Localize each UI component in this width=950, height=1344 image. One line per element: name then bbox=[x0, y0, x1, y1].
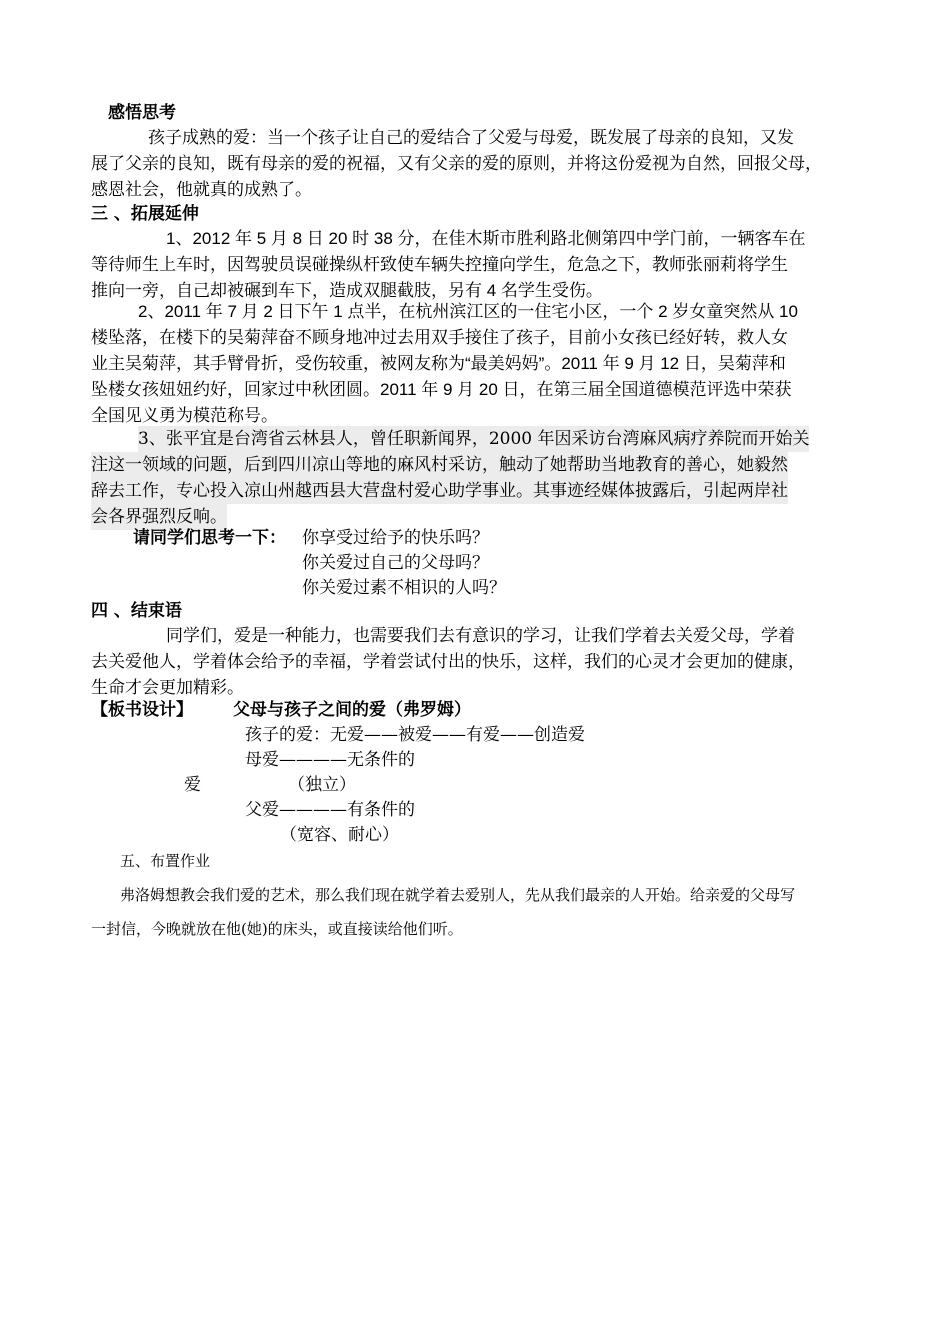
item3-line-2: 注这一领域的问题，后到四川凉山等地的麻风村采访，触动了她帮助当地教育的善心，她毅然 bbox=[91, 452, 788, 478]
item3-line-4: 会各界强烈反响。 bbox=[91, 504, 227, 530]
item2-line-4: 坠楼女孩妞妞约好，回家过中秋团圆。2011 年 9 月 20 日，在第三届全国道德模范评选中荣获 bbox=[91, 380, 792, 399]
item1-line-1: 1、2012 年 5 月 8 日 20 时 38 分，在佳木斯市胜利路北侧第四中学门前，一辆客车在 bbox=[166, 229, 806, 248]
board-child-love: 孩子的爱：无爱——被爱——有爱——创造爱 bbox=[245, 725, 585, 745]
item3-line-3: 辞去工作，专心投入凉山州越西县大营盘村爱心助学事业。其事迹经媒体披露后，引起两岸社 bbox=[91, 478, 788, 504]
section3-heading: 三 、拓展延伸 bbox=[91, 204, 199, 224]
board-independent: （独立） bbox=[288, 775, 356, 795]
item2-line-3: 业主吴菊萍，其手臂骨折，受伤较重，被网友称为“最美妈妈”。2011 年 9 月 12 日，吴菊萍和 bbox=[91, 354, 786, 373]
item2-line-5: 全国见义勇为模范称号。 bbox=[91, 406, 278, 425]
item2-line-1: 2、2011 年 7 月 2 日下午 1 点半，在杭州滨江区的一住宅小区，一个 2 岁女童突然从 10 bbox=[138, 302, 798, 321]
question-3: 你关爱过素不相识的人吗？ bbox=[302, 578, 506, 598]
board-tolerance: （宽容、耐心） bbox=[280, 825, 399, 845]
question-1: 你享受过给予的快乐吗？ bbox=[302, 528, 489, 548]
homework-line-2: 一封信，今晚就放在他(她)的床头，或直接读给他们听。 bbox=[91, 920, 463, 938]
closing-line-1: 同学们，爱是一种能力，也需要我们去有意识的学习，让我们学着去关爱父母，学着 bbox=[166, 626, 795, 646]
item1-line-2: 等待师生上车时，因驾驶员误碰操纵杆致使车辆失控撞向学生，危急之下，教师张丽莉将学生 bbox=[91, 255, 788, 274]
closing-line-3: 生命才会更加精彩。 bbox=[91, 678, 244, 698]
question-2: 你关爱过自己的父母吗？ bbox=[302, 553, 489, 573]
board-label: 【板书设计】 bbox=[91, 700, 193, 720]
reflection-line-1: 孩子成熟的爱：当一个孩子让自己的爱结合了父爱与母爱，既发展了母亲的良知，又发 bbox=[148, 128, 794, 148]
board-father-love: 父爱————有条件的 bbox=[245, 800, 415, 820]
section5-heading: 五、布置作业 bbox=[120, 852, 211, 870]
item1-line-3: 推向一旁，自己却被碾到车下，造成双腿截肢，另有 4 名学生受伤。 bbox=[91, 281, 603, 300]
item2-line-2: 楼坠落，在楼下的吴菊萍奋不顾身地冲过去用双手接住了孩子，目前小女孩已经好转，救人女 bbox=[91, 328, 788, 347]
reflection-heading: 感悟思考 bbox=[108, 103, 176, 123]
board-love: 爱 bbox=[184, 775, 201, 795]
reflection-line-3: 感恩社会，他就真的成熟了。 bbox=[91, 180, 312, 200]
reflection-line-2: 展了父亲的良知，既有母亲的爱的祝福，又有父亲的爱的原则，并将这份爱视为自然，回报父母， bbox=[91, 154, 822, 174]
board-title: 父母与孩子之间的爱（弗罗姆） bbox=[233, 700, 471, 720]
board-mother-love: 母爱————无条件的 bbox=[245, 750, 415, 770]
closing-line-2: 去关爱他人，学着体会给予的幸福，学着尝试付出的快乐，这样，我们的心灵才会更加的健康， bbox=[91, 652, 805, 672]
section4-heading: 四 、结束语 bbox=[91, 601, 182, 621]
item3-line-1: 3、张平宜是台湾省云林县人，曾任职新闻界，2000 年因采访台湾麻风病疗养院而开始关 bbox=[138, 426, 809, 452]
question-lead: 请同学们思考一下： bbox=[133, 528, 286, 548]
homework-line-1: 弗洛姆想教会我们爱的艺术，那么我们现在就学着去爱别人，先从我们最亲的人开始。给亲爱的父母写 bbox=[120, 886, 796, 904]
